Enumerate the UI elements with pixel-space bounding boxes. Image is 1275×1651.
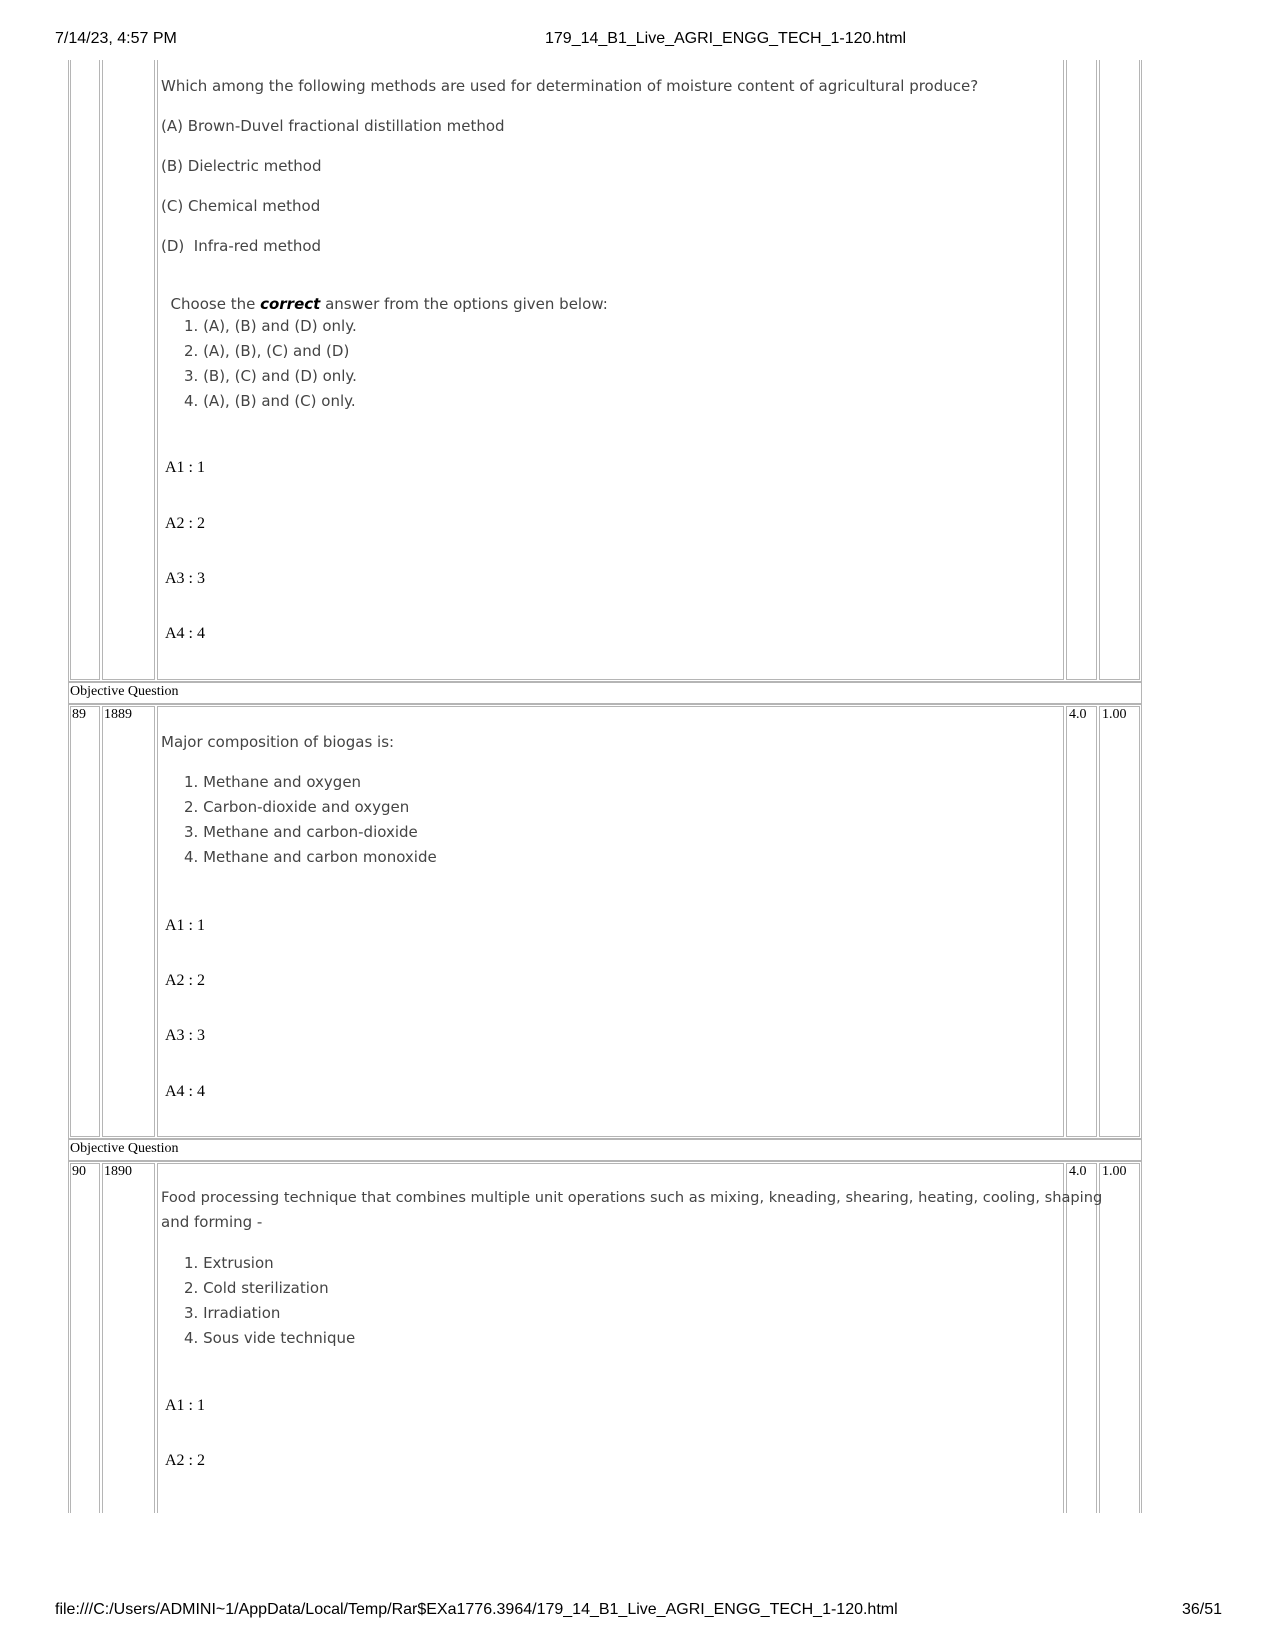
section-label-1: Objective Question bbox=[70, 684, 179, 699]
sno-cell-q90 bbox=[70, 1163, 100, 1513]
answer-a1-q89: A1 : 1 bbox=[165, 917, 205, 934]
section-label-2: Objective Question bbox=[70, 1141, 179, 1156]
question-id-q89: 1889 bbox=[104, 707, 132, 722]
qid-cell-q88 bbox=[102, 60, 155, 680]
option-item: 3. (B), (C) and (D) only. bbox=[184, 367, 357, 385]
option-item: 1. Methane and oxygen bbox=[184, 773, 362, 791]
choose-suffix: answer from the options given below: bbox=[320, 295, 608, 313]
negative-marks-q89: 1.00 bbox=[1102, 707, 1127, 722]
neg-cell-q88 bbox=[1099, 60, 1140, 680]
qid-cell-q90 bbox=[102, 1163, 155, 1513]
option-item: 1. (A), (B) and (D) only. bbox=[184, 317, 357, 335]
neg-cell-q90 bbox=[1099, 1163, 1140, 1513]
marks-q90: 4.0 bbox=[1069, 1164, 1087, 1179]
answer-a2-q89: A2 : 2 bbox=[165, 972, 205, 989]
print-datetime: 7/14/23, 4:57 PM bbox=[55, 30, 177, 47]
option-item: 2. Carbon-dioxide and oxygen bbox=[184, 798, 410, 816]
option-item: 2. (A), (B), (C) and (D) bbox=[184, 342, 350, 360]
negative-marks-q90: 1.00 bbox=[1102, 1164, 1127, 1179]
answer-a4-q89: A4 : 4 bbox=[165, 1083, 205, 1100]
options-list-q89 bbox=[184, 770, 437, 870]
serial-number-q89: 89 bbox=[72, 707, 86, 722]
marks-cell-q90 bbox=[1066, 1163, 1097, 1513]
choose-prefix: Choose the bbox=[170, 295, 261, 313]
marks-cell-q89 bbox=[1066, 706, 1097, 1137]
answer-a3-q89: A3 : 3 bbox=[165, 1027, 205, 1044]
option-item: 3. Methane and carbon-dioxide bbox=[184, 823, 418, 841]
option-item: 4. (A), (B) and (C) only. bbox=[184, 392, 356, 410]
answer-a3-q88: A3 : 3 bbox=[165, 570, 205, 587]
marks-q89: 4.0 bbox=[1069, 707, 1087, 722]
sno-cell-q88 bbox=[70, 60, 100, 680]
question-stem-q88: Which among the following methods are used for determination of moisture content of agricultural produce? bbox=[161, 77, 979, 95]
section-row-1 bbox=[68, 682, 1142, 704]
answer-a2-q88: A2 : 2 bbox=[165, 515, 205, 532]
options-list-q90 bbox=[184, 1251, 355, 1351]
option-item: 2. Cold sterilization bbox=[184, 1279, 329, 1297]
question-stem-q89: Major composition of biogas is: bbox=[161, 733, 395, 751]
choose-emphasis: correct bbox=[260, 295, 321, 313]
statement-d: (D) Infra-red method bbox=[161, 237, 322, 255]
answer-a1-q90: A1 : 1 bbox=[165, 1397, 205, 1414]
question-id-q90: 1890 bbox=[104, 1164, 132, 1179]
question-stem-line1-q90: Food processing technique that combines multiple unit operations such as mixing, kneading, shearing, heating, cooling, shaping bbox=[161, 1189, 1103, 1206]
answer-a1-q88: A1 : 1 bbox=[165, 459, 205, 476]
sno-cell-q89 bbox=[70, 706, 100, 1137]
option-item: 1. Extrusion bbox=[184, 1254, 274, 1272]
statement-c: (C) Chemical method bbox=[161, 197, 321, 215]
options-list-q88 bbox=[184, 314, 357, 414]
file-path: file:///C:/Users/ADMINI~1/AppData/Local/Temp/Rar$EXa1776.3964/179_14_B1_Live_AGRI_ENGG_TECH_1-120.html bbox=[55, 1601, 898, 1618]
qid-cell-q89 bbox=[102, 706, 155, 1137]
document-title: 179_14_B1_Live_AGRI_ENGG_TECH_1-120.html bbox=[545, 30, 907, 47]
statement-b: (B) Dielectric method bbox=[161, 157, 322, 175]
answer-a2-q90: A2 : 2 bbox=[165, 1452, 205, 1469]
marks-cell-q88 bbox=[1066, 60, 1097, 680]
question-stem-line2-q90: and forming - bbox=[161, 1213, 263, 1231]
statement-a: (A) Brown-Duvel fractional distillation method bbox=[161, 117, 505, 135]
option-item: 4. Methane and carbon monoxide bbox=[184, 848, 437, 866]
page-number: 36/51 bbox=[1182, 1601, 1223, 1618]
option-item: 3. Irradiation bbox=[184, 1304, 281, 1322]
answer-a4-q88: A4 : 4 bbox=[165, 625, 205, 642]
section-row-2 bbox=[68, 1139, 1142, 1161]
option-item: 4. Sous vide technique bbox=[184, 1329, 356, 1347]
serial-number-q90: 90 bbox=[72, 1164, 86, 1179]
neg-cell-q89 bbox=[1099, 706, 1140, 1137]
choose-instruction bbox=[161, 277, 608, 313]
